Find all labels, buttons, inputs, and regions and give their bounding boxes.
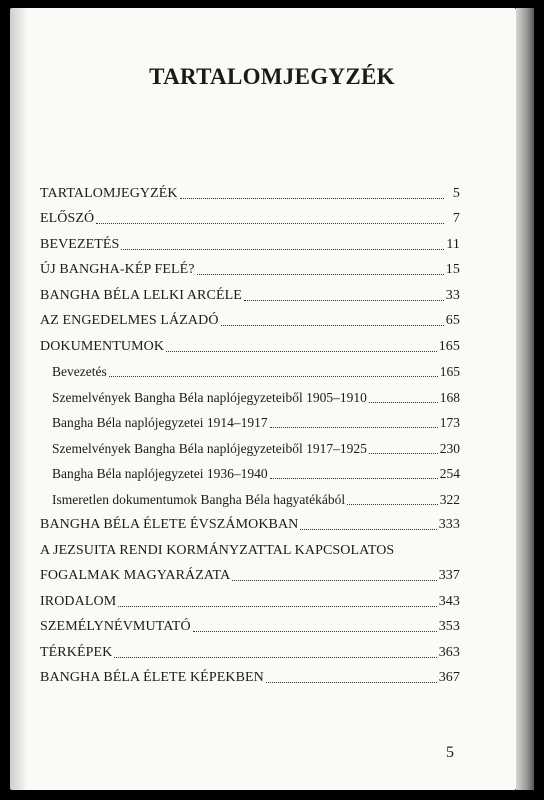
toc-entry-title: BANGHA BÉLA ÉLETE ÉVSZÁMOKBAN (40, 517, 299, 532)
toc-entry-page: 353 (438, 619, 460, 634)
dot-leader (369, 401, 438, 403)
toc-entry-page: 5 (452, 185, 460, 201)
toc-entry-page: 230 (439, 440, 460, 456)
toc-entry-title: ELŐSZÓ (40, 211, 95, 226)
toc-entry-page: 165 (439, 364, 460, 379)
toc-entry-title: ÚJ BANGHA-KÉP FELÉ? (40, 262, 195, 277)
toc-entry-page: 367 (438, 670, 460, 685)
toc-entry (40, 304, 460, 330)
toc-entry-title: Szemelvények Bangha Béla naplójegyzeteiből 1917–1925 (52, 440, 367, 456)
toc-entry (40, 227, 460, 253)
toc-entry (40, 176, 460, 202)
dot-leader (300, 528, 436, 530)
toc-entry-title: Szemelvények Bangha Béla naplójegyzeteiből 1905–1910 (52, 389, 367, 405)
toc-entry-title: IRODALOM (40, 593, 117, 609)
dot-leader (369, 452, 438, 454)
toc-entry (40, 635, 460, 661)
toc-entry (40, 329, 460, 355)
dot-leader (266, 681, 437, 683)
dot-leader (109, 375, 438, 377)
toc-entry-page: 337 (438, 568, 460, 583)
toc-entry-title: BANGHA BÉLA ÉLETE KÉPEKBEN (40, 670, 264, 685)
toc-entry-title: DOKUMENTUMOK (40, 338, 165, 354)
toc-entry-page: 168 (439, 389, 460, 405)
toc-entry (40, 533, 460, 559)
toc-subentry (40, 380, 460, 406)
toc-subentry (40, 431, 460, 457)
toc-subentry (40, 457, 460, 483)
toc-entry-page: 173 (439, 415, 460, 430)
toc-entry-page: 165 (438, 338, 460, 354)
toc-entry-page: 333 (438, 517, 460, 532)
toc-entry-page: 343 (438, 593, 460, 609)
dot-leader (270, 426, 438, 428)
page-gutter-shadow (10, 8, 28, 790)
table-of-contents (40, 176, 460, 686)
toc-entry-title: Bevezetés (52, 364, 107, 379)
toc-entry-page: 254 (439, 466, 460, 481)
toc-entry (40, 661, 460, 687)
toc-entry-page: 15 (445, 262, 460, 277)
toc-entry (40, 508, 460, 534)
toc-entry-page: 11 (446, 236, 460, 252)
toc-subentry (40, 406, 460, 432)
toc-entry-page: 65 (445, 313, 460, 328)
toc-subentry (40, 355, 460, 381)
toc-entry-title: Ismeretlen dokumentumok Bangha Béla hagyatékából (52, 491, 346, 507)
dot-leader (221, 324, 444, 326)
page-title: TARTALOMJEGYZÉK (149, 64, 395, 89)
toc-entry-title: SZEMÉLYNÉVMUTATÓ (40, 619, 191, 634)
dot-leader (270, 477, 438, 479)
toc-entry-title: FOGALMAK MAGYARÁZATA (40, 568, 231, 583)
toc-entry-page: 7 (452, 211, 460, 226)
toc-entry-page: 33 (445, 287, 460, 303)
dot-leader (347, 503, 438, 505)
dot-leader (244, 299, 444, 301)
page-edge (516, 8, 534, 790)
dot-leader (232, 579, 436, 581)
toc-entry-title: TARTALOMJEGYZÉK (40, 185, 178, 201)
toc-entry-title: Bangha Béla naplójegyzetei 1936–1940 (52, 466, 268, 481)
toc-entry-title: BEVEZETÉS (40, 236, 120, 252)
toc-entry (40, 610, 460, 636)
dot-leader (114, 656, 436, 658)
dot-leader (118, 605, 436, 607)
toc-entry (40, 253, 460, 279)
dot-leader (180, 197, 444, 199)
toc-entry-title: AZ ENGEDELMES LÁZADÓ (40, 313, 219, 328)
dot-leader (96, 222, 444, 224)
toc-entry-title: Bangha Béla naplójegyzetei 1914–1917 (52, 415, 268, 430)
toc-entry-title: BANGHA BÉLA LELKI ARCÉLE (40, 287, 242, 303)
dot-leader (166, 350, 437, 352)
dot-leader (197, 273, 444, 275)
toc-entry-title: A JEZSUITA RENDI KORMÁNYZATTAL KAPCSOLATOS (40, 542, 395, 558)
toc-entry (40, 278, 460, 304)
toc-entry (40, 559, 460, 585)
toc-entry-title: TÉRKÉPEK (40, 644, 113, 660)
toc-subentry (40, 482, 460, 508)
toc-entry-page: 363 (438, 644, 460, 660)
toc-entry-page: 322 (439, 491, 460, 507)
page-number: 5 (446, 744, 454, 761)
toc-entry (40, 584, 460, 610)
dot-leader (121, 248, 444, 250)
toc-entry (40, 202, 460, 228)
dot-leader (193, 630, 437, 632)
